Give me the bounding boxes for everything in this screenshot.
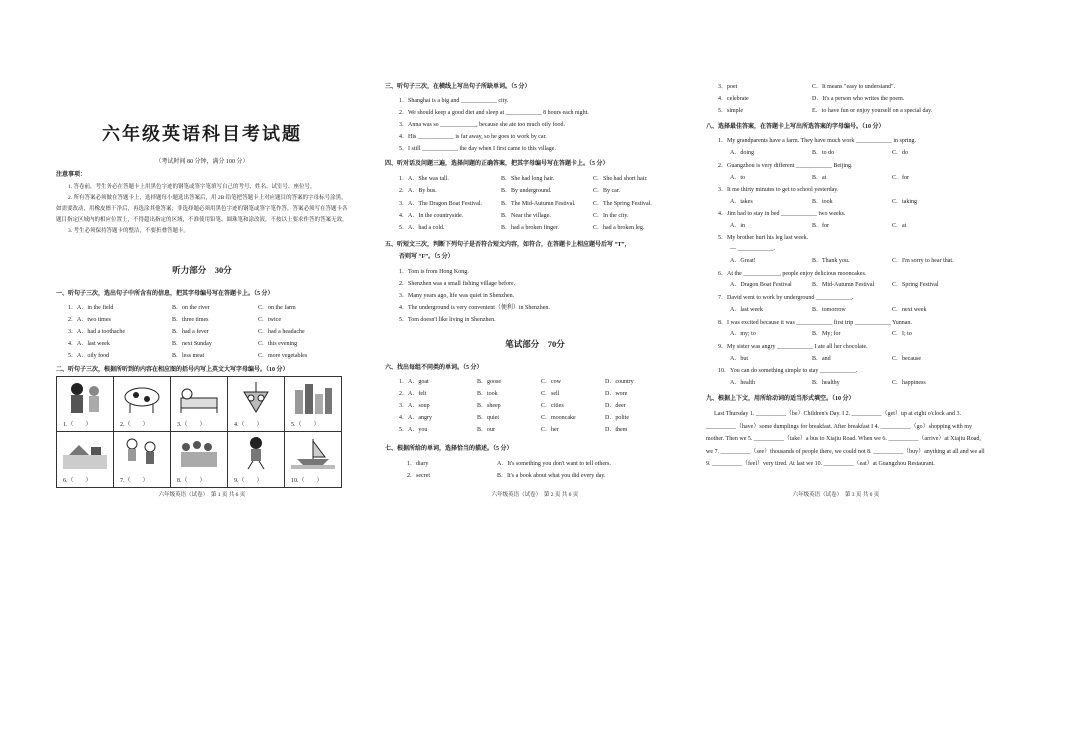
q7-description: E．to have fun or enjoy yourself on a special day. <box>812 108 933 114</box>
q1-option: C．more vegetables <box>258 353 308 359</box>
q3-item: 3．Anna was so ____________, because she ate too much oily food. <box>399 122 565 128</box>
family-picture-icon <box>63 380 107 416</box>
q1-option: B．had a fever <box>172 329 209 335</box>
q6-option: D．country <box>605 379 634 385</box>
q3-item: 2．We should keep a good diet and sleep at ____________ 8 hours each night. <box>399 110 589 116</box>
q6-option: 4．A．angry <box>399 415 432 421</box>
q5-title: 五、听短文三次，判断下列句子是否符合短文内容，如符合，在答题卡上相应题号后写 “T”， <box>385 242 631 248</box>
q8-question: 7．David went to work by underground ____________. <box>718 295 854 301</box>
picture-cell-6 <box>57 432 114 487</box>
crowd-picture-icon <box>177 435 221 471</box>
q6-option: C．cow <box>541 379 561 385</box>
exam-page-2 <box>385 70 685 500</box>
q8-option: A．in <box>730 223 746 229</box>
q8-option: A．doing <box>730 150 755 156</box>
picture-cell-2 <box>114 377 171 432</box>
q8-option: B．healthy <box>812 380 840 386</box>
q6-option: B．quiet <box>477 415 499 421</box>
q8-option: B．to do <box>812 150 835 156</box>
q8-question: 4．Jim had to stay in bed ____________ two weeks. <box>718 211 846 217</box>
q8-option: A．my; to <box>730 331 756 337</box>
notes-title: 注意事项： <box>56 172 87 178</box>
q6-option: 3．A．soup <box>399 403 430 409</box>
q6-option: B．goose <box>477 379 502 385</box>
q8-option: C．Spring Festival <box>892 282 939 288</box>
q4-option: 3．A．The Dragon Boat Festival. <box>399 201 482 207</box>
picture-answer-9[interactable]: 9.（ ） <box>234 478 263 484</box>
q3-title: 三、听句子三次，在横线上写出句子所缺单词。（5 分） <box>385 84 531 90</box>
q8-question: 9．My sister was angry ____________ I ate all her chocolate. <box>718 344 868 350</box>
q3-item: 1．Shanghai is a big and ____________ city. <box>399 98 509 104</box>
writing-section-header: 笔试部分 70分 <box>505 339 565 349</box>
picture-answer-4[interactable]: 4.（ ） <box>234 422 263 428</box>
picture-answer-2[interactable]: 2.（ ） <box>120 422 149 428</box>
q8-question: 3．It me thirty minutes to get to school yesterday. <box>718 187 839 193</box>
q8-option: C．at <box>892 223 907 229</box>
picture-cell-4 <box>228 377 285 432</box>
q8-option: C．do <box>892 150 909 156</box>
q7-title: 七、根据所给的单词，选择恰当的描述。（5 分） <box>385 446 513 452</box>
q9-paragraph: Last Thursday 1. __________（be）Children's Day. I 2. __________（get）up at eight o'clock and 3. __________（have）some dumplings for breakfast. After breakfast I 4. __________（go）shopping with my mother. Then we 5. __________（take）a bus to Xiajiu Road. When we 6. __________（arrive）at Xiajiu Road, we 7. __________（see）thousands of people there, we could not 8. __________（buy）anything at all and we all 9. __________（feel）very tired. At last we 10. __________（eat）at Guangzhou Restaurant. <box>706 411 985 467</box>
q4-title: 四、听对话及问题三遍，选择问题的正确答案，把其字母编号写在答题卡上。（5 分） <box>385 161 609 167</box>
listening-section-header: 听力部分 30分 <box>172 265 232 275</box>
q8-option: B．and <box>812 356 831 362</box>
q1-option: 2．A．two times <box>68 317 111 323</box>
q7-word: 4．celebrate <box>718 96 749 102</box>
city-buildings-picture-icon <box>291 380 335 416</box>
q6-option: 5．A．you <box>399 427 428 433</box>
q4-option: B．By underground. <box>501 188 552 194</box>
q8-option: A．Dragon Boat Festival <box>730 282 792 288</box>
q6-title: 六、找出每组不同类的单词。（5 分） <box>385 365 483 371</box>
notes-block <box>56 182 348 237</box>
picture-cell-5 <box>285 377 342 432</box>
note-item: 2. 所有答案必须做在答题卡上，选择题每小题选出答案后，用 2B 铅笔把答题卡上对应题目的答案的字母标号涂黑。如需要改动，用橡皮擦干净后，再选涂其他答案；非选择题必须用黑色字迹的钢笔或签字笔作答，答案必须写在答题卡各题目指定区域内的相应位置上，不得超出指定的区域，不准使用铅笔、圆珠笔和涂改液。不按以上要求作答的答案无效。 <box>56 195 348 223</box>
q7-description: A．It's something you don't want to tell others. <box>497 461 611 467</box>
q5-item: 3．Many years ago, life was quiet in Shenzhen. <box>399 293 515 299</box>
q4-option: C．She had short hair. <box>593 176 648 182</box>
q1-option: 4．A．last week <box>68 341 110 347</box>
q8-question: 1．My grandparents have a farm. They have much work ____________ in spring. <box>718 138 917 144</box>
q4-option: B．had a broken finger. <box>501 225 559 231</box>
q9-passage <box>706 408 988 471</box>
picture-cell-8 <box>171 432 228 487</box>
q6-option: 1．A．goat <box>399 379 429 385</box>
boat-on-river-picture-icon <box>291 435 335 471</box>
q5-item: 4．The underground is very convenient（便利）in Shenzhen. <box>399 305 550 311</box>
q3-item: 5．I still ____________ the day when I first came to this village. <box>399 146 556 152</box>
q8-option: A．health <box>730 380 755 386</box>
picture-cell-9 <box>228 432 285 487</box>
q6-option: C．cities <box>541 403 564 409</box>
q1-option: C．on the farm <box>258 305 296 311</box>
q1-title: 一、听句子三次，选出句子中所含有的信息，把其字母编号写在答题卡上。（5 分） <box>56 291 274 297</box>
q6-option: C．her <box>541 427 559 433</box>
q8-title: 八、选择最佳答案，在答题卡上写出所选答案的字母编号。（10 分） <box>706 124 885 130</box>
q8-option: A．but <box>730 356 749 362</box>
q8-option: B．at <box>812 175 827 181</box>
picture-answer-8[interactable]: 8.（ ） <box>177 478 206 484</box>
q4-option: C．In the city. <box>593 213 629 219</box>
q8-option: B．for <box>812 223 829 229</box>
q8-question-cont: — ____________. <box>730 246 775 252</box>
picture-answer-7[interactable]: 7.（ ） <box>120 478 149 484</box>
picture-answer-6[interactable]: 6.（ ） <box>63 478 92 484</box>
page-footer: 六年级英语（试卷） 第 1 页 共 6 页 <box>158 492 246 498</box>
q5-title-cont: 否则写 “F”。（5 分） <box>399 254 454 260</box>
q7-description: C．It means "easy to understand". <box>812 84 896 90</box>
farm-landscape-picture-icon <box>63 435 107 471</box>
picture-cell-3 <box>171 377 228 432</box>
note-item: 1. 答卷前，考生务必在答题卡上用黑色字迹的钢笔或签字笔填写自己的考号、姓名、试室号、座位号。 <box>68 184 316 190</box>
q4-option: C．had a broken leg. <box>593 225 645 231</box>
q8-option: A．takes <box>730 199 753 205</box>
q7-word: 5．simple <box>718 108 743 114</box>
q6-option: C．mooncake <box>541 415 576 421</box>
q1-option: C．this evening <box>258 341 298 347</box>
q8-question: 2．Guangzhou is very different ____________ Beijing. <box>718 163 853 169</box>
picture-answer-3[interactable]: 3.（ ） <box>177 422 206 428</box>
page-footer: 六年级英语（试卷） 第 2 页 共 6 页 <box>491 492 579 498</box>
picture-cell-10 <box>285 432 342 487</box>
q1-option: B．next Sunday <box>172 341 212 347</box>
q8-option: C．for <box>892 175 909 181</box>
q1-option: 3．A．had a toothache <box>68 329 125 335</box>
q8-option: A．to <box>730 175 746 181</box>
q1-option: C．had a headache <box>258 329 305 335</box>
q8-option: C．I; to <box>892 331 912 337</box>
q7-word: 3．poet <box>718 84 738 90</box>
exam-page-3 <box>706 70 1016 500</box>
q4-option: 2．A．By bus. <box>399 188 437 194</box>
q6-option: 2．A．felt <box>399 391 427 397</box>
picture-answer-10[interactable]: 10.（ ） <box>291 478 323 484</box>
picture-answer-1[interactable]: 1.（ ） <box>63 422 92 428</box>
sick-in-bed-picture-icon <box>177 380 221 416</box>
q1-option: B．on the river <box>172 305 210 311</box>
q6-option: D．polite <box>605 415 629 421</box>
q6-option: B．sheep <box>477 403 501 409</box>
q1-option: 1．A．in the field <box>68 305 114 311</box>
q5-item: 1．Tom is from Hong Kong. <box>399 269 469 275</box>
q8-question: 6．At the ____________, people enjoy delicious mooncakes. <box>718 271 867 277</box>
q8-option: C．taking <box>892 199 917 205</box>
q4-option: B．The Mid-Autumn Festival. <box>501 201 576 207</box>
q1-option: B．less meat <box>172 353 205 359</box>
children-playing-picture-icon <box>120 435 164 471</box>
q4-option: B．She had long hair. <box>501 176 555 182</box>
q8-option: C．next week <box>892 307 927 313</box>
boy-running-picture-icon <box>234 435 278 471</box>
q8-option: B．Thank you. <box>812 258 850 264</box>
q8-option: A．Great! <box>730 258 756 264</box>
q6-option: C．sell <box>541 391 560 397</box>
q8-question: 8．I was excited because it was ____________ first trip ____________ Yunnan. <box>718 320 912 326</box>
q4-option: 4．A．In the countryside. <box>399 213 464 219</box>
q4-option: 1．A．She was tall. <box>399 176 449 182</box>
q4-option: C．By car. <box>593 188 620 194</box>
picture-cell-1 <box>57 377 114 432</box>
q4-option: 5．A．had a cold. <box>399 225 445 231</box>
q8-option: C．because <box>892 356 921 362</box>
q4-option: B．Near the village. <box>501 213 551 219</box>
q8-option: A．last week <box>730 307 763 313</box>
q5-item: 5．Tom doesn't like living in Shenzhen. <box>399 317 496 323</box>
cow-picture-icon <box>120 380 164 416</box>
q5-item: 2．Shenzhen was a small fishing village before. <box>399 281 516 287</box>
q8-option: C．I'm sorry to hear that. <box>892 258 954 264</box>
q8-option: B．My; for <box>812 331 841 337</box>
picture-answer-5[interactable]: 5.（ ） <box>291 422 320 428</box>
q6-option: D．wore <box>605 391 628 397</box>
q4-option: C．The Spring Festival. <box>593 201 652 207</box>
q8-option: C．happiness <box>892 380 926 386</box>
q6-option: D．them <box>605 427 628 433</box>
exam-page-1 <box>52 70 352 500</box>
q8-option: B．Mid-Autumn Festival <box>812 282 875 288</box>
dumplings-picture-icon <box>234 380 278 416</box>
q8-question: 10．You can do something simple to stay ____________. <box>718 368 858 374</box>
q6-option: D．deer <box>605 403 626 409</box>
q8-option: B．tomorrow <box>812 307 846 313</box>
picture-grid <box>56 376 342 488</box>
q8-question: 5．My brother hurt his leg last week. <box>718 235 809 241</box>
q1-option: 5．A．oily food <box>68 353 110 359</box>
page-footer: 六年级英语（试卷） 第 3 页 共 6 页 <box>792 492 880 498</box>
q7-word: 1．diary <box>407 461 429 467</box>
q1-option: B．three times <box>172 317 209 323</box>
q6-option: B．our <box>477 427 496 433</box>
q7-description: D．It's a person who writes the poem. <box>812 96 905 102</box>
q1-option: C．twice <box>258 317 281 323</box>
q8-option: B．took <box>812 199 833 205</box>
q7-word: 2．secret <box>407 473 430 479</box>
q6-option: B．took <box>477 391 498 397</box>
picture-cell-7 <box>114 432 171 487</box>
note-item: 3. 考生必须保持答题卡的整洁，不要折叠答题卡。 <box>68 228 190 234</box>
q7-description: B．It's a book about what you did every day. <box>497 473 606 479</box>
exam-title: 六年级英语科目考试题 <box>102 124 302 144</box>
q2-title: 二、听句子三次，根据所听到的内容在相应图的括号内写上英文大写字母编号。（10 分） <box>56 367 289 373</box>
exam-subtitle: （考试时间 80 分钟，满分 100 分） <box>155 159 249 165</box>
q9-title: 九、根据上下文，用所给动词的适当形式填空。（10 分） <box>706 396 855 402</box>
q3-item: 4．His ____________ is far away, so he goes to work by car. <box>399 134 547 140</box>
